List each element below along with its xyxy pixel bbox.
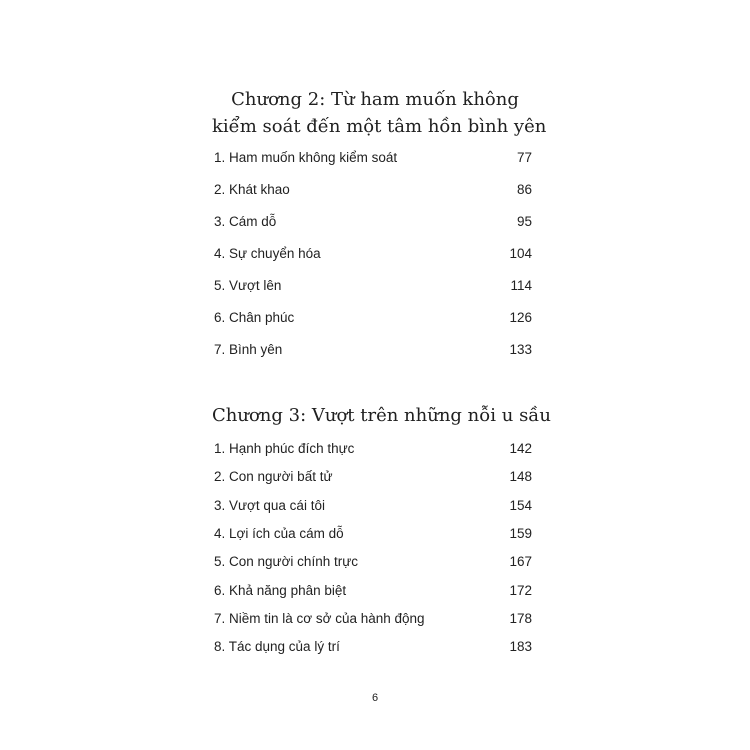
toc-entry-title: 6. Chân phúc: [214, 310, 295, 325]
toc-entry: [214, 467, 532, 487]
toc-entry-title: 1. Ham muốn không kiểm soát: [214, 150, 398, 165]
toc-entry-page: 77: [516, 150, 532, 165]
toc-entry: [214, 439, 532, 459]
toc-entry: [214, 212, 532, 232]
toc-entry-title: 3. Vượt qua cái tôi: [214, 497, 325, 513]
toc-entry: [214, 581, 532, 601]
toc-entry-page: 148: [509, 469, 532, 485]
toc-entry-page: 104: [509, 246, 532, 261]
toc-entry: [214, 552, 532, 572]
toc-entry: [214, 148, 532, 168]
chapter-2-title-line-1: Chương 2: Từ ham muốn không: [231, 89, 519, 110]
toc-entry-page: 159: [509, 525, 532, 541]
toc-entry: [214, 340, 532, 360]
toc-entry-title: 5. Con người chính trực: [214, 554, 358, 570]
toc-entry: [214, 180, 532, 200]
toc-entry: [214, 637, 532, 657]
toc-entry-page: 167: [509, 554, 532, 570]
toc-entry-title: 1. Hạnh phúc đích thực: [214, 441, 355, 456]
toc-entry-title: 6. Khả năng phân biệt: [214, 582, 347, 598]
toc-entry-title: 8. Tác dụng của lý trí: [214, 639, 340, 655]
toc-entry-page: 126: [509, 310, 532, 325]
toc-entry-title: 7. Niềm tin là cơ sở của hành động: [214, 610, 425, 626]
toc-entry-page: 183: [509, 639, 532, 655]
toc-entry: [214, 244, 532, 264]
toc-entry-page: 86: [516, 182, 532, 197]
chapter-2-title-line-2: kiểm soát đến một tâm hồn bình yên: [212, 116, 547, 137]
toc-entry-page: 178: [509, 610, 532, 626]
toc-entry: [214, 524, 532, 544]
toc-entry-page: 133: [509, 342, 532, 357]
toc-entry-page: 172: [509, 582, 532, 598]
chapter-2-title: [212, 86, 547, 140]
toc-entry-title: 2. Khát khao: [214, 182, 290, 197]
toc-entry-page: 154: [509, 497, 532, 513]
toc-entry-page: 142: [509, 441, 532, 456]
toc-entry-title: 7. Bình yên: [214, 342, 283, 357]
chapter-3-title-line: Chương 3: Vượt trên những nỗi u sầu: [212, 405, 551, 426]
toc-entry-title: 2. Con người bất tử: [214, 469, 333, 485]
page-number: 6: [371, 692, 379, 704]
toc-entry-title: 4. Sự chuyển hóa: [214, 246, 321, 261]
chapter-3-title: [212, 402, 551, 429]
toc-entry: [214, 308, 532, 328]
toc-entry-page: 95: [516, 214, 532, 229]
toc-entry: [214, 609, 532, 629]
toc-entry-title: 5. Vượt lên: [214, 278, 282, 293]
toc-entry-title: 3. Cám dỗ: [214, 214, 277, 229]
toc-entry: [214, 276, 532, 296]
toc-entry-title: 4. Lợi ích của cám dỗ: [214, 525, 344, 541]
toc-entry-page: 114: [510, 278, 532, 293]
toc-entry: [214, 496, 532, 516]
